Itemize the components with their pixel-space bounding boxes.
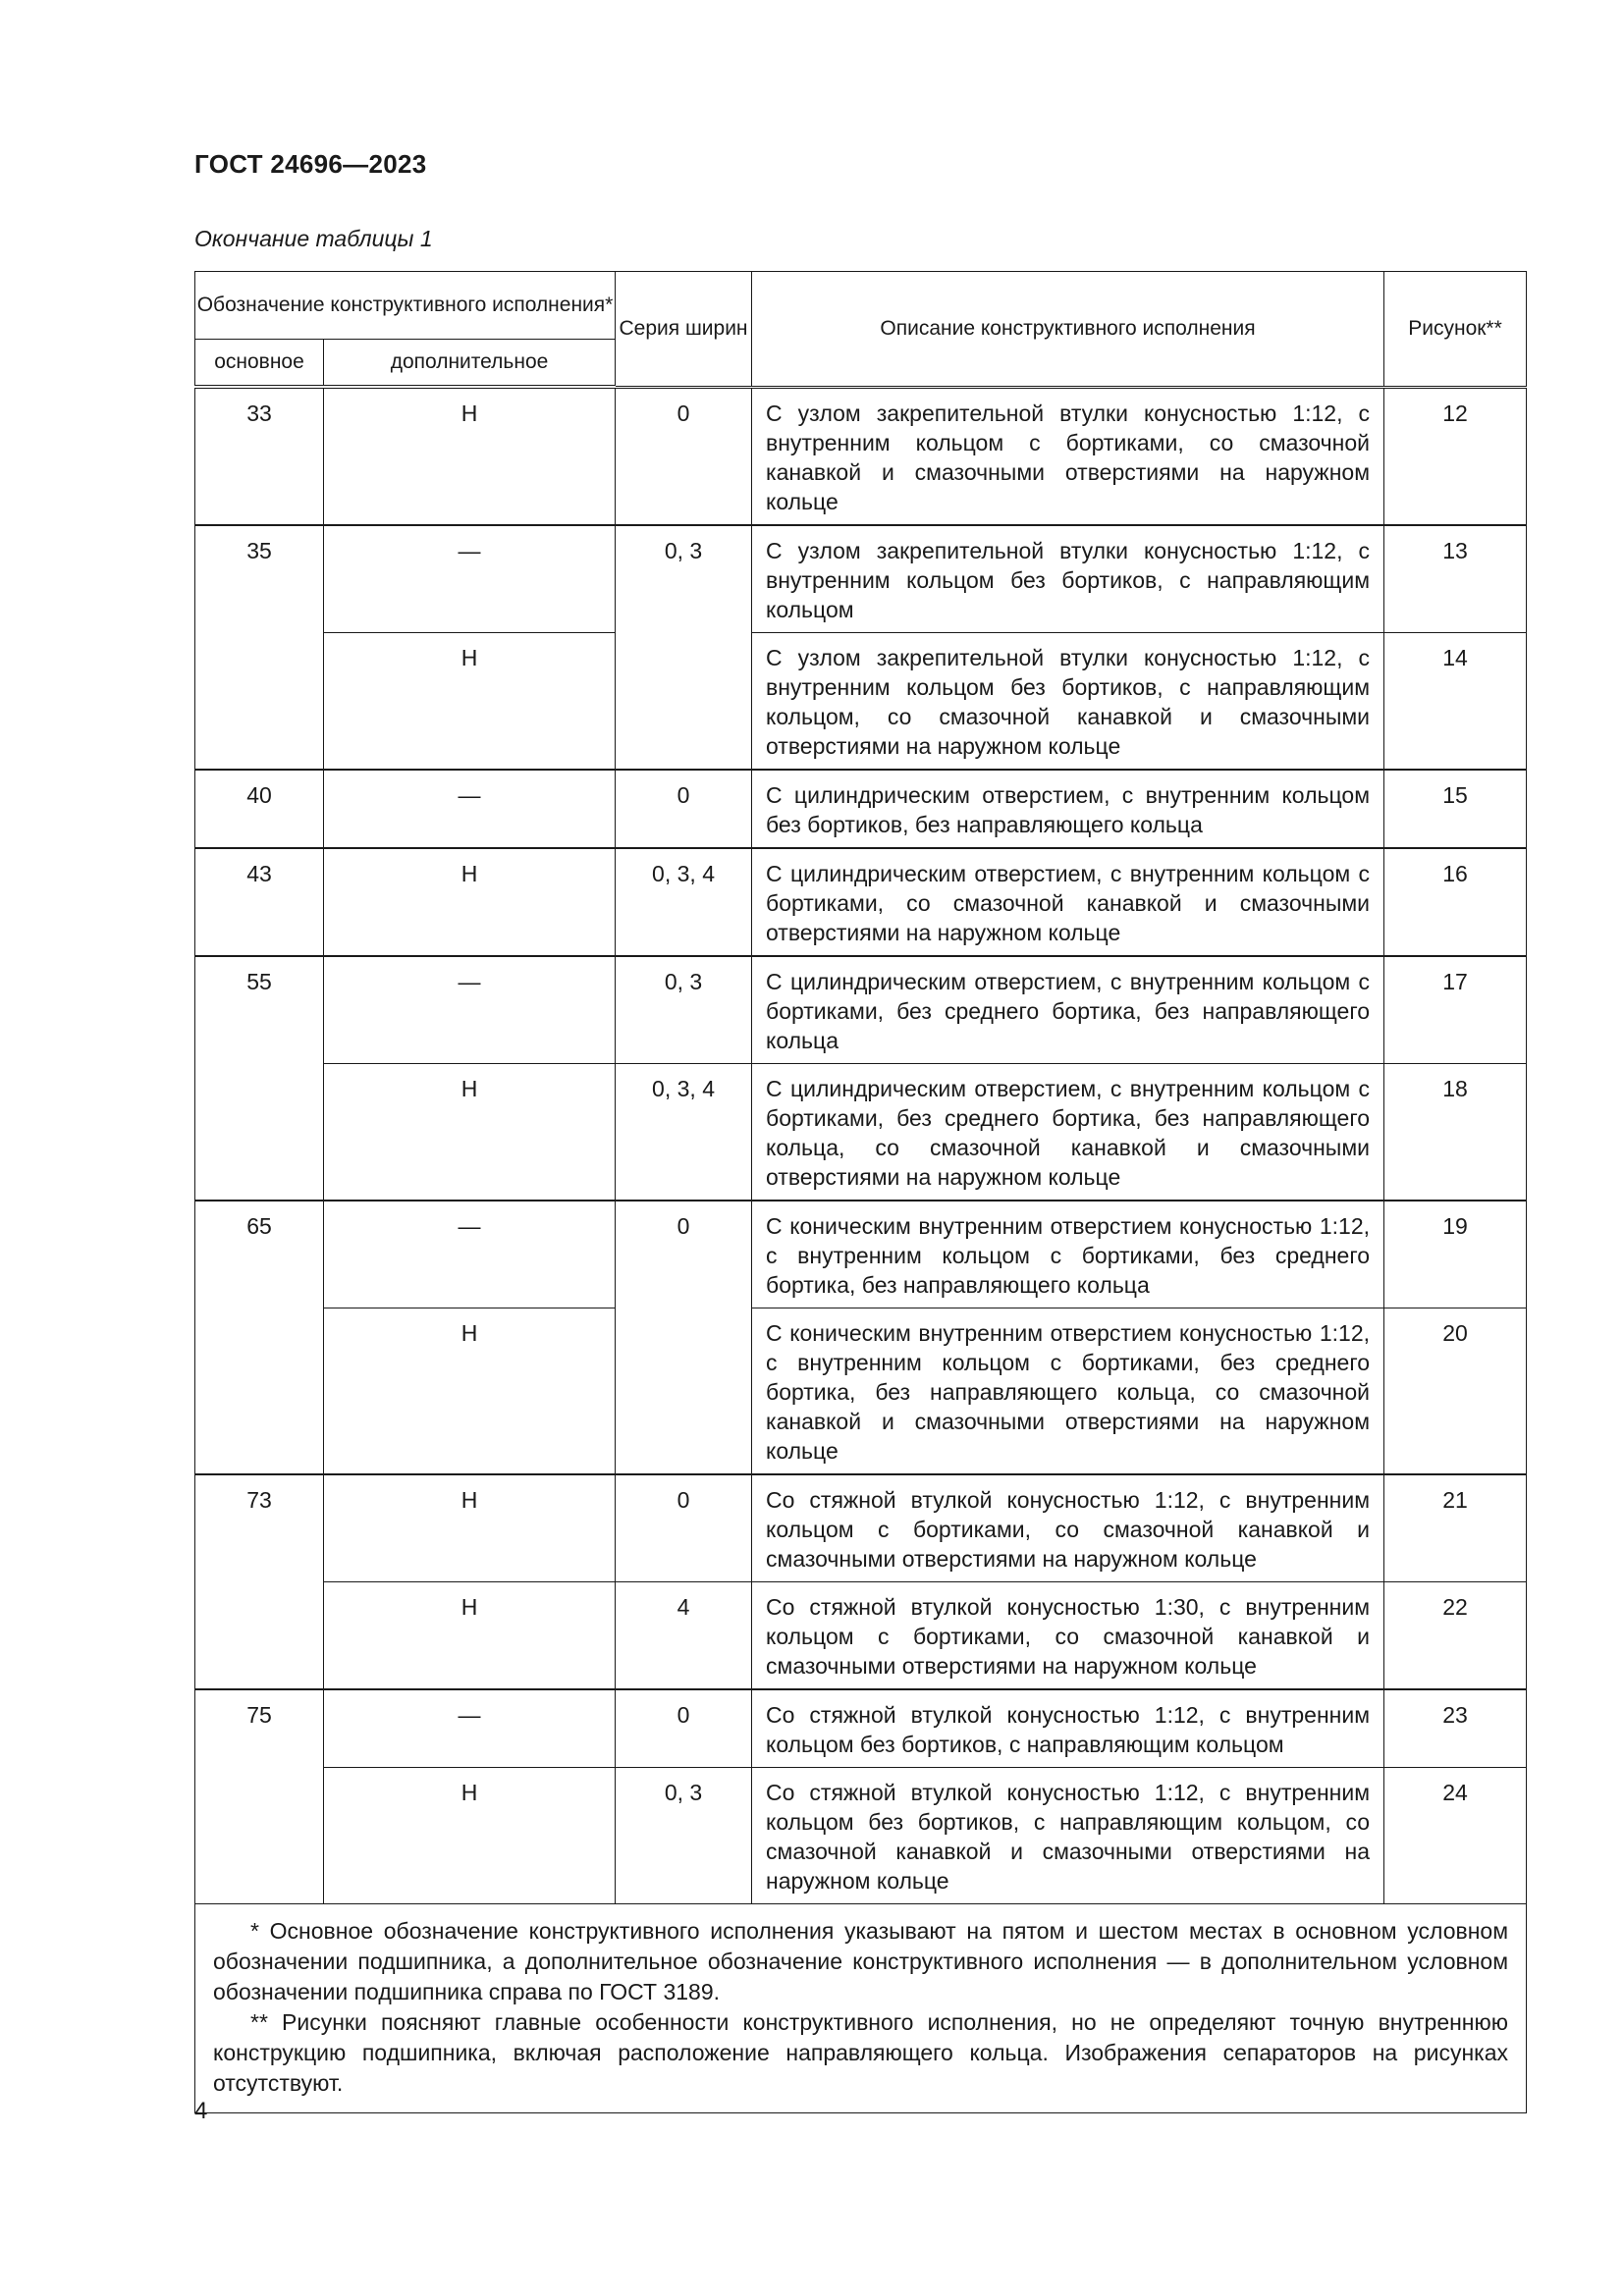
footnote-2: ** Рисунки поясняют главные особенности конструктивного исполнения, но не определяют точную внутреннюю конструкцию подшипника, включая расположение направляющего кольца. Изображения сепараторов на рисунках отсутствуют. — [213, 2008, 1509, 2096]
cell-figure: 20 — [1384, 1308, 1527, 1474]
cell-series: 0 — [616, 1201, 752, 1474]
cell-description: С коническим внутренним отверстием конусностью 1:12, с внутренним кольцом с бортиками, без среднего бортика, без направляющего кольца — [752, 1201, 1384, 1308]
cell-extra-designation: Н — [324, 1767, 616, 1903]
table-row — [195, 1767, 1527, 1903]
cell-series: 0, 3 — [616, 956, 752, 1064]
header-figure: Рисунок** — [1384, 272, 1527, 388]
table-row — [195, 632, 1527, 770]
header-series: Серия ширин — [616, 272, 752, 388]
table-row — [195, 1201, 1527, 1308]
header-main: основное — [195, 340, 324, 388]
cell-description: С коническим внутренним отверстием конусностью 1:12, с внутренним кольцом с бортиками, без среднего бортика, без направляющего кольца, со смазочной канавкой и смазочными отверстиями на наружном кольце — [752, 1308, 1384, 1474]
cell-description: Со стяжной втулкой конусностью 1:12, с внутренним кольцом с бортиками, со смазочной канавкой и смазочными отверстиями на наружном кольце — [752, 1474, 1384, 1582]
document-code: ГОСТ 24696—2023 — [194, 149, 427, 179]
cell-description: С цилиндрическим отверстием, с внутренним кольцом с бортиками, без среднего бортика, без направляющего кольца — [752, 956, 1384, 1064]
cell-description: С узлом закрепительной втулки конусностью 1:12, с внутренним кольцом без бортиков, с направляющим кольцом, со смазочной канавкой и смазочными отверстиями на наружном кольце — [752, 632, 1384, 770]
cell-extra-designation: Н — [324, 387, 616, 525]
cell-description: Со стяжной втулкой конусностью 1:12, с внутренним кольцом без бортиков, с направляющим кольцом, со смазочной канавкой и смазочными отверстиями на наружном кольце — [752, 1767, 1384, 1903]
page-number: 4 — [194, 2098, 208, 2124]
cell-extra-designation: Н — [324, 1474, 616, 1582]
table-row — [195, 525, 1527, 633]
cell-extra-designation: Н — [324, 1063, 616, 1201]
cell-series: 0, 3 — [616, 525, 752, 770]
cell-series: 0, 3 — [616, 1767, 752, 1903]
cell-description: Со стяжной втулкой конусностью 1:30, с внутренним кольцом с бортиками, со смазочной канавкой и смазочными отверстиями на наружном кольце — [752, 1581, 1384, 1689]
cell-main-designation: 65 — [195, 1201, 324, 1474]
cell-figure: 23 — [1384, 1689, 1527, 1768]
cell-extra-designation: — — [324, 1201, 616, 1308]
table-row — [195, 1689, 1527, 1768]
cell-main-designation: 33 — [195, 387, 324, 525]
cell-series: 0, 3, 4 — [616, 1063, 752, 1201]
cell-description: С цилиндрическим отверстием, с внутренним кольцом с бортиками, без среднего бортика, без направляющего кольца, со смазочной канавкой и смазочными отверстиями на наружном кольце — [752, 1063, 1384, 1201]
cell-figure: 19 — [1384, 1201, 1527, 1308]
header-designation: Обозначение конструктивного исполнения* — [195, 272, 616, 340]
cell-series: 0 — [616, 1689, 752, 1768]
cell-extra-designation: — — [324, 1689, 616, 1768]
cell-figure: 18 — [1384, 1063, 1527, 1201]
cell-description: Со стяжной втулкой конусностью 1:12, с внутренним кольцом без бортиков, с направляющим кольцом — [752, 1689, 1384, 1768]
cell-main-designation: 35 — [195, 525, 324, 770]
cell-extra-designation: — — [324, 956, 616, 1064]
cell-series: 0 — [616, 387, 752, 525]
cell-figure: 22 — [1384, 1581, 1527, 1689]
cell-main-designation: 55 — [195, 956, 324, 1201]
cell-series: 0 — [616, 1474, 752, 1582]
table-row — [195, 387, 1527, 525]
cell-main-designation: 73 — [195, 1474, 324, 1689]
cell-extra-designation: — — [324, 770, 616, 848]
table-row — [195, 1308, 1527, 1474]
table-row — [195, 1474, 1527, 1582]
cell-description: С узлом закрепительной втулки конусностью 1:12, с внутренним кольцом с бортиками, со смазочной канавкой и смазочными отверстиями на наружном кольце — [752, 387, 1384, 525]
cell-description: С узлом закрепительной втулки конусностью 1:12, с внутренним кольцом без бортиков, с направляющим кольцом — [752, 525, 1384, 633]
table-row — [195, 770, 1527, 848]
cell-main-designation: 75 — [195, 1689, 324, 1904]
table-row — [195, 1063, 1527, 1201]
cell-figure: 17 — [1384, 956, 1527, 1064]
cell-description: С цилиндрическим отверстием, с внутренним кольцом с бортиками, со смазочной канавкой и смазочными отверстиями на наружном кольце — [752, 848, 1384, 956]
header-description: Описание конструктивного исполнения — [752, 272, 1384, 388]
cell-series: 0 — [616, 770, 752, 848]
cell-figure: 15 — [1384, 770, 1527, 848]
design-table — [194, 271, 1527, 2113]
footnote-1: * Основное обозначение конструктивного исполнения указывают на пятом и шестом местах в основном условном обозначении подшипника, а дополнительное обозначение конструктивного исполнения — в дополнительном условном обозначении подшипника справа по ГОСТ 3189. — [213, 1917, 1509, 2004]
table-row — [195, 956, 1527, 1064]
cell-extra-designation: — — [324, 525, 616, 633]
table-notes — [195, 1903, 1527, 2112]
header-extra: дополнительное — [324, 340, 616, 388]
cell-main-designation: 40 — [195, 770, 324, 848]
cell-extra-designation: Н — [324, 632, 616, 770]
table-row — [195, 848, 1527, 956]
cell-description: С цилиндрическим отверстием, с внутренним кольцом без бортиков, без направляющего кольца — [752, 770, 1384, 848]
table-caption: Окончание таблицы 1 — [194, 226, 433, 251]
cell-figure: 13 — [1384, 525, 1527, 633]
table-body — [195, 387, 1527, 1903]
cell-figure: 21 — [1384, 1474, 1527, 1582]
cell-figure: 12 — [1384, 387, 1527, 525]
cell-main-designation: 43 — [195, 848, 324, 956]
table-row — [195, 1581, 1527, 1689]
cell-extra-designation: Н — [324, 1581, 616, 1689]
cell-extra-designation: Н — [324, 1308, 616, 1474]
cell-series: 4 — [616, 1581, 752, 1689]
cell-extra-designation: Н — [324, 848, 616, 956]
cell-figure: 16 — [1384, 848, 1527, 956]
cell-series: 0, 3, 4 — [616, 848, 752, 956]
cell-figure: 24 — [1384, 1767, 1527, 1903]
cell-figure: 14 — [1384, 632, 1527, 770]
